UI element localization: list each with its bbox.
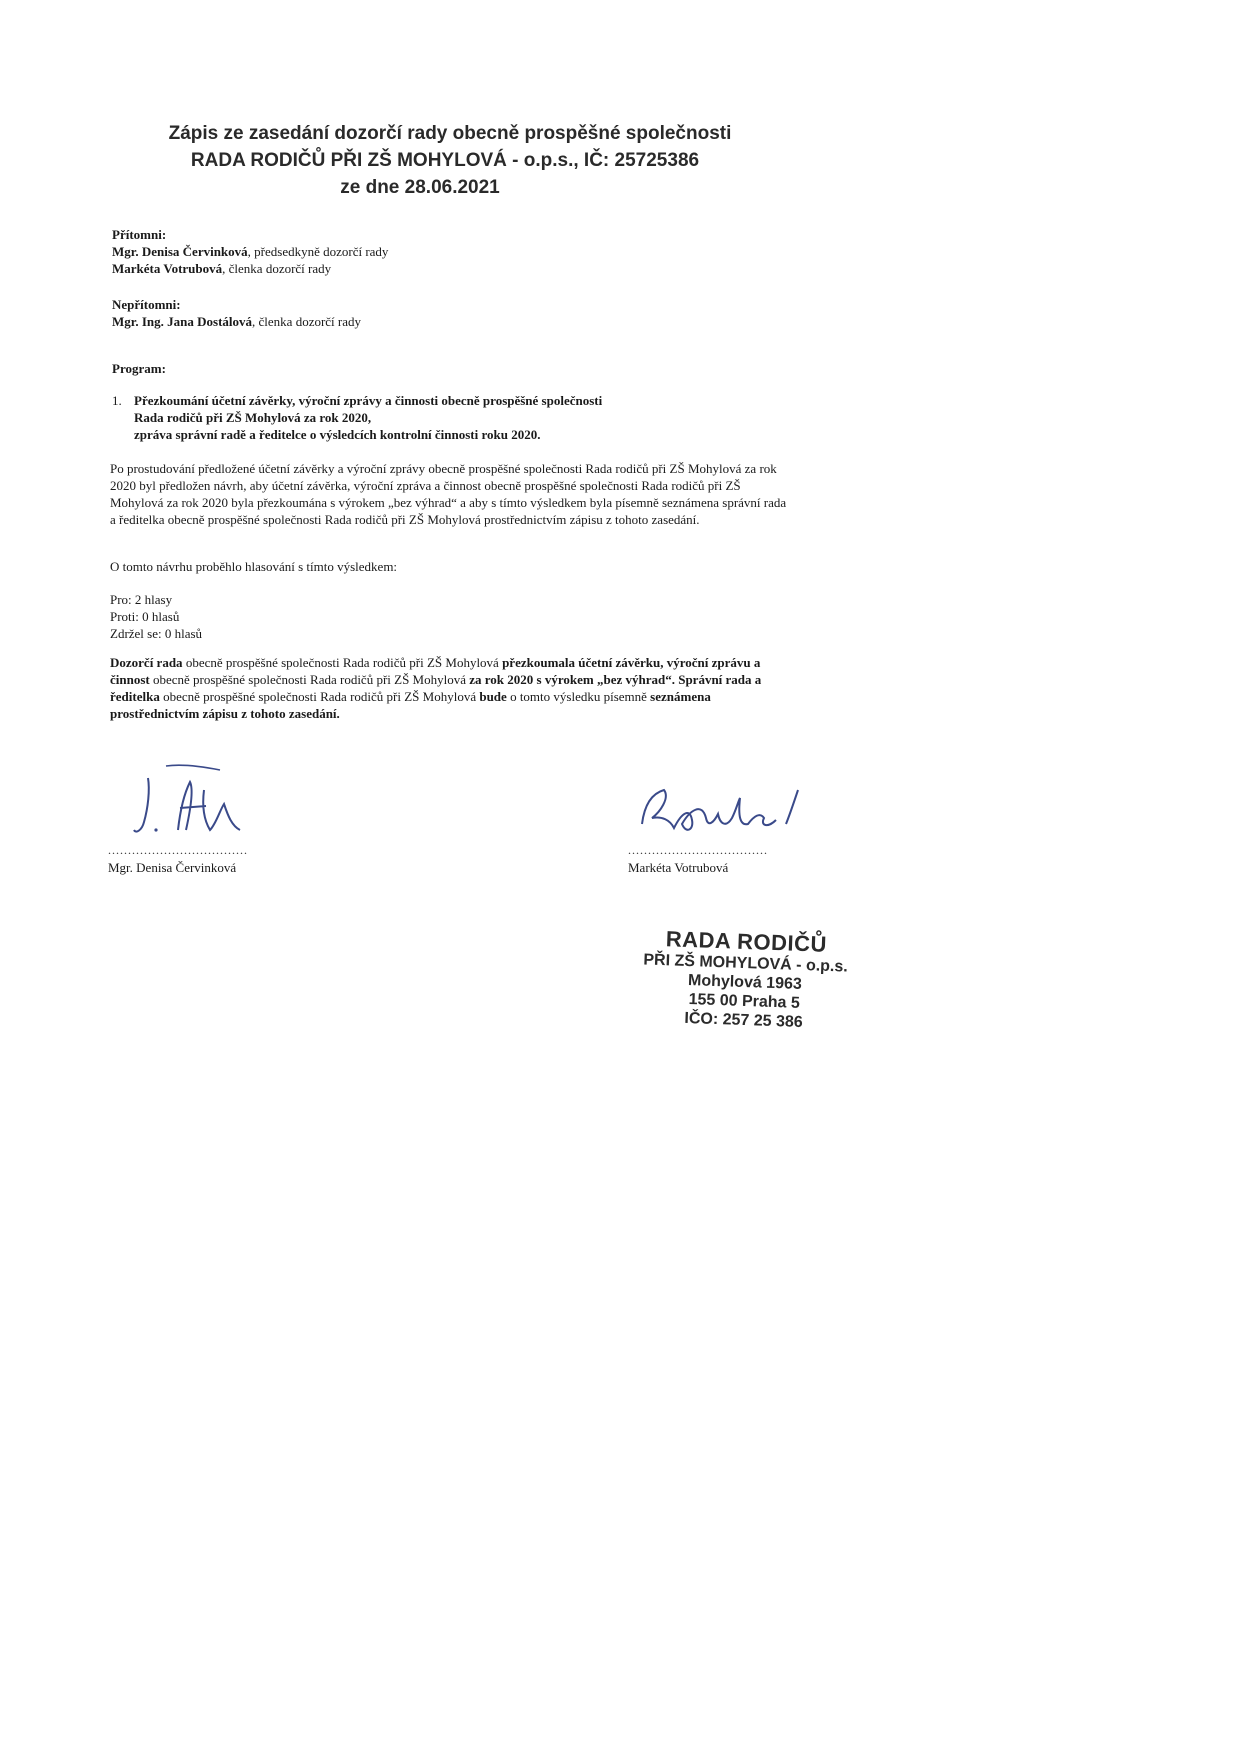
member-role: , členka dozorčí rady [222, 261, 332, 276]
present-member-1 [112, 243, 388, 260]
vote-for: Pro: 2 hlasy [110, 592, 173, 607]
stamp-line-2: PŘI ZŠ MOHYLOVÁ - o.p.s. [643, 951, 849, 976]
signature-left-name: Mgr. Denisa Červinková [108, 860, 237, 875]
conclusion-bold-3: za rok 2020 s výrokem „bez výhrad“. Správní rada a ředitelka [110, 672, 762, 704]
title-date: ze dne 28.06.2021 [340, 177, 500, 198]
conclusion-bold-1: Dozorčí rada [110, 655, 183, 670]
member-name: Mgr. Denisa Červinková [112, 244, 248, 259]
signature-dots: ................................... [628, 843, 768, 857]
agenda-line-1: Přezkoumání účetní závěrky, výroční zprávy a činnosti obecně prospěšné společnosti [134, 393, 603, 408]
vote-abstain: Zdržel se: 0 hlasů [110, 626, 203, 641]
agenda-number: 1. [112, 393, 122, 408]
conclusion-text-4: o tomto výsledku písemně [506, 689, 651, 704]
conclusion-bold-2: přezkoumala účetní závěrku, výroční zprávu a činnost [110, 655, 761, 687]
title-line-2: RADA RODIČŮ PŘI ZŠ MOHYLOVÁ - o.p.s., IČ: 25725386 [190, 150, 700, 171]
absent-label: Nepřítomni: [112, 297, 181, 312]
conclusion-text-3: obecně prospěšné společnosti Rada rodičů při ZŠ Mohylová [159, 689, 480, 704]
organization-stamp [598, 925, 891, 1035]
present-label: Přítomni: [112, 227, 167, 242]
agenda-item [112, 392, 752, 443]
agenda-line-3: zpráva správní radě a ředitelce o výsledcích kontrolní činnosti roku 2020. [134, 427, 541, 442]
paragraph-proposal: Po prostudování předložené účetní závěrky a výroční zprávy obecně prospěšné společnosti Rada rodičů při ZŠ Mohylová za rok 2020 byl předložen návrh, aby účetní závěrka, výroční zpráva a činnost obecně prospěšné společnosti Rada rodičů při ZŠ Mohylová za rok 2020 byla přezkoumána s výrokem „bez výhrad“ a aby s tímto výsledkem byla písemně seznámena správní rada a ředitelka obecně prospěšné společnosti Rada rodičů při ZŠ Mohylová prostřednictvím zápisu z tohoto zasedání. [110, 461, 787, 527]
conclusion-text-2: obecně prospěšné společnosti Rada rodičů při ZŠ Mohylová [149, 672, 470, 687]
program-label: Program: [112, 361, 166, 376]
absent-section [112, 296, 361, 330]
paragraph-conclusion [110, 654, 800, 722]
present-section [112, 226, 388, 277]
absent-member-1 [112, 313, 361, 330]
signature-dots: ................................... [108, 843, 248, 857]
signature-left [108, 748, 278, 876]
signature-right [628, 760, 798, 876]
stamp-line-5: IČO: 257 25 386 [684, 1009, 803, 1032]
member-role: , členka dozorčí rady [252, 314, 362, 329]
paragraph-vote-intro: O tomto návrhu proběhlo hlasování s tímto výsledkem: [110, 559, 398, 574]
stamp-line-4: 155 00 Praha 5 [688, 991, 801, 1012]
document-title [0, 120, 900, 201]
signature-right-name: Markéta Votrubová [628, 860, 729, 875]
member-name: Markéta Votrubová [112, 261, 223, 276]
stamp-line-3: Mohylová 1963 [687, 972, 803, 993]
vote-against: Proti: 0 hlasů [110, 609, 180, 624]
member-role: , předsedkyně dozorčí rady [247, 244, 389, 259]
member-name: Mgr. Ing. Jana Dostálová [112, 314, 253, 329]
conclusion-bold-4: bude [479, 689, 507, 704]
title-line-1: Zápis ze zasedání dozorčí rady obecně prospěšné společnosti [168, 123, 732, 144]
conclusion-text-1: obecně prospěšné společnosti Rada rodičů při ZŠ Mohylová [182, 655, 503, 670]
vote-results [110, 591, 202, 642]
present-member-2 [112, 260, 388, 277]
conclusion-bold-5: seznámena prostřednictvím zápisu z tohoto zasedání. [110, 689, 711, 721]
stamp-line-1: RADA RODIČŮ [665, 926, 828, 957]
agenda-line-2: Rada rodičů při ZŠ Mohylová za rok 2020, [134, 410, 372, 425]
